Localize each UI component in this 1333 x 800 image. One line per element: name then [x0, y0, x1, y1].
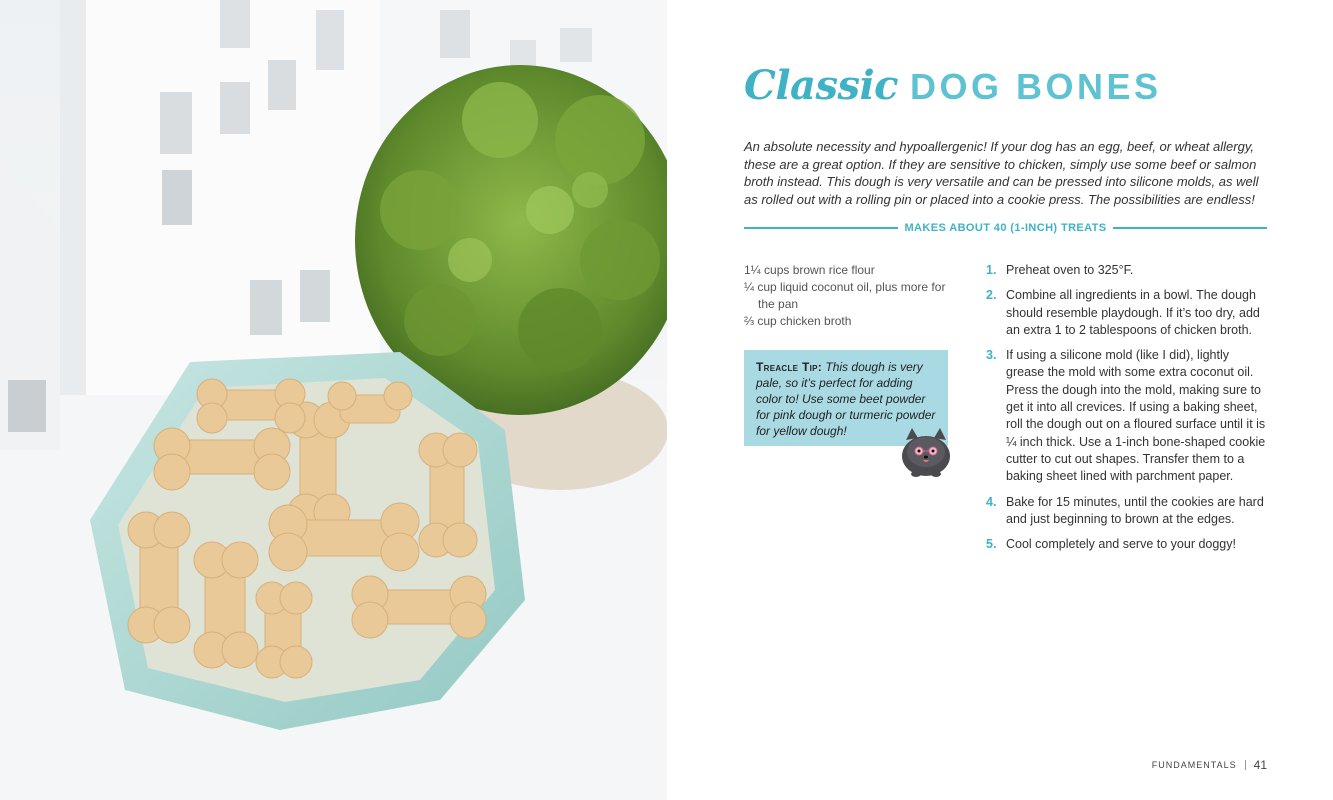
- step-item: [986, 347, 1268, 485]
- page-number: 41: [1253, 758, 1267, 772]
- tip-label: Treacle Tip:: [756, 360, 823, 374]
- footer-section: FUNDAMENTALS: [1151, 760, 1237, 770]
- step-item: [986, 536, 1268, 553]
- tip-text: This dough is very pale, so it’s perfect for adding color to! Use some beet powder for pink dough or turmeric powder for yellow dough!: [756, 360, 936, 438]
- yield-banner: [744, 218, 1267, 238]
- ceramic-house-left: [0, 160, 60, 450]
- step-text: Combine all ingredients in a bowl. The dough should resemble playdough. If it’s too dry, add an extra 1 to 2 tablespoons of chicken broth.: [1006, 288, 1260, 337]
- title-caps: DOG BONES: [910, 66, 1162, 107]
- step-number: 2.: [986, 288, 997, 303]
- yield-label: MAKES ABOUT 40 (1-INCH) TREATS: [904, 222, 1107, 234]
- title-script: Classic: [744, 62, 899, 109]
- step-text: Preheat oven to 325°F.: [1006, 263, 1134, 277]
- recipe-title: [744, 62, 1162, 122]
- step-item: [986, 494, 1268, 529]
- page-footer: [1152, 758, 1267, 772]
- pomeranian-dog-icon: [898, 426, 954, 478]
- step-number: 1.: [986, 263, 997, 277]
- method-steps: [986, 262, 1268, 561]
- step-text: Cool completely and serve to your doggy!: [1006, 537, 1236, 552]
- step-text: If using a silicone mold (like I did), lightly grease the mold with some extra coconut oil. Press the dough into the mold, making sure to get it into all crevices. If using a baking sheet, roll the dough out on a floured surface until it is ¼ inch thick. Use a 1-inch bone-shaped cookie cutter to cut out shapes. Transfer them to a baking sheet lined with parchment paper.: [1006, 348, 1266, 484]
- step-number: 4.: [986, 494, 997, 509]
- step-number: 3.: [986, 348, 997, 363]
- yield-rule-left: [744, 227, 898, 229]
- step-text: Bake for 15 minutes, until the cookies are hard and just beginning to brown at the edges.: [1006, 494, 1264, 526]
- ingredient-item: ¼ cup liquid coconut oil, plus more for the pan: [744, 280, 946, 311]
- footer-divider: [1245, 760, 1246, 770]
- step-item: [986, 287, 1268, 339]
- ingredient-list: [744, 262, 954, 330]
- yield-rule-right: [1113, 227, 1267, 229]
- ceramic-house-center: [60, 0, 380, 395]
- ingredient-item: ⅔ cup chicken broth: [744, 314, 852, 328]
- step-item: [986, 262, 1268, 279]
- step-number: 5.: [986, 537, 997, 552]
- recipe-intro: An absolute necessity and hypoallergenic! If your dog has an egg, beef, or wheat allergy, these are a great option. If they are sensitive to chicken, simply use some beef or salmon broth instead. This dough is very versatile and can be pressed into silicone molds, as well as rolled out with a rolling pin or placed into a cookie press. The possibilities are endless!: [744, 139, 1259, 207]
- ingredient-item: 1¼ cups brown rice flour: [744, 263, 875, 277]
